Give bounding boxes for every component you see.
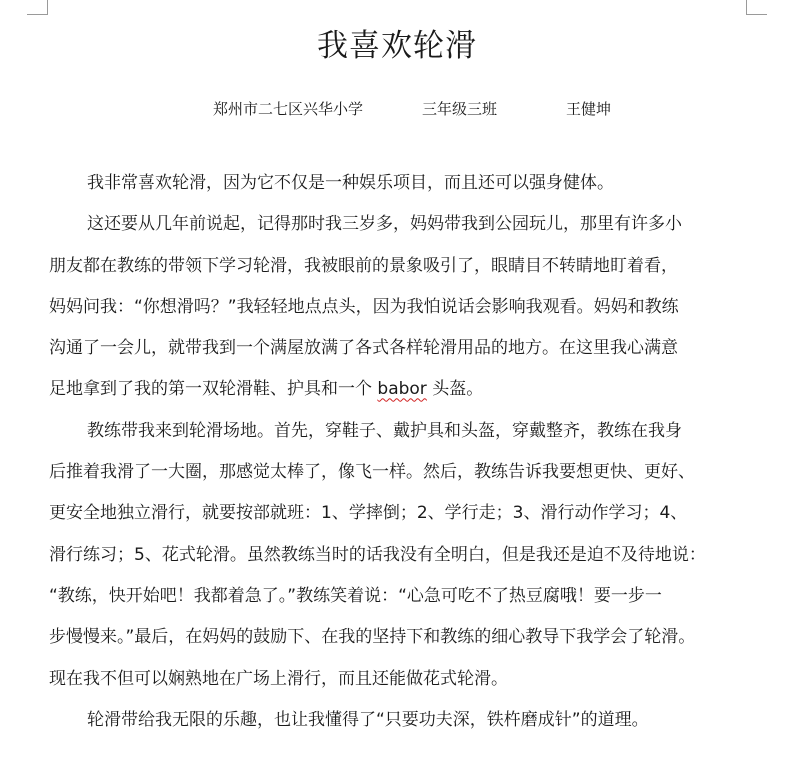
document-body [49, 163, 749, 741]
body-line: 妈妈问我：“你想滑吗？”我轻轻地点点头，因为我怕说话会影响我观看。妈妈和教练 [49, 296, 679, 317]
page-corner-mark-right [746, 0, 767, 15]
body-line: 更安全地独立滑行，就要按部就班：1、学摔倒；2、学行走；3、滑行动作学习；4、 [49, 503, 688, 524]
author-class: 三年级三班 [422, 100, 498, 118]
body-line: 教练带我来到轮滑场地。首先，穿鞋子、戴护具和头盔，穿戴整齐，教练在我身 [87, 420, 682, 441]
document-title: 我喜欢轮滑 [317, 28, 477, 64]
page-corner-mark-left [27, 0, 48, 15]
body-line: 现在我不但可以娴熟地在广场上滑行，而且还能做花式轮滑。 [49, 668, 508, 689]
body-line: 朋友都在教练的带领下学习轮滑，我被眼前的景象吸引了，眼睛目不转睛地盯着看， [49, 255, 678, 276]
author-school: 郑州市二七区兴华小学 [213, 100, 364, 118]
spellcheck-flagged-word[interactable]: babor [377, 379, 427, 400]
body-line-text: 足地拿到了我的第一双轮滑鞋、护具和一个 [49, 379, 378, 400]
author-name: 王健坤 [566, 100, 612, 118]
body-line: 沟通了一会儿，就带我到一个满屋放满了各式各样轮滑用品的地方。在这里我心满意 [49, 338, 678, 359]
body-line: 滑行练习；5、花式轮滑。虽然教练当时的话我没有全明白，但是我还是迫不及待地说： [49, 544, 706, 565]
body-line-with-brand [49, 369, 749, 410]
body-line: “教练，快开始吧！我都着急了。”教练笑着说：“心急可吃不了热豆腐哦！要一步一 [49, 585, 662, 606]
body-line: 步慢慢来。”最后，在妈妈的鼓励下、在我的坚持下和教练的细心教导下我学会了轮滑。 [49, 627, 696, 648]
body-line: 这还要从几年前说起，记得那时我三岁多，妈妈带我到公园玩儿，那里有许多小 [87, 214, 682, 235]
body-line: 后推着我滑了一大圈，那感觉太棒了，像飞一样。然后，教练告诉我要想更快、更好、 [49, 462, 695, 483]
body-line: 我非常喜欢轮滑，因为它不仅是一种娱乐项目，而且还可以强身健体。 [87, 173, 614, 193]
body-line: 轮滑带给我无限的乐趣，也让我懂得了“只要功夫深，铁杵磨成针”的道理。 [87, 709, 649, 730]
body-line-text: 头盔。 [426, 379, 484, 400]
